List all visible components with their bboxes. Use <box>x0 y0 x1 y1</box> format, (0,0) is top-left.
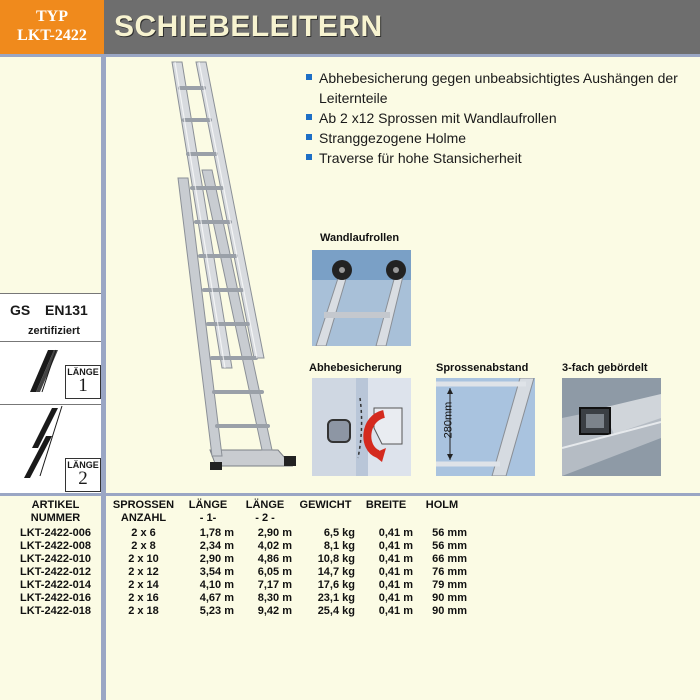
table-header-row <box>6 499 467 527</box>
feature-list <box>306 68 696 168</box>
type-number: LKT-2422 <box>17 27 87 44</box>
ladder-length-icons <box>22 348 66 488</box>
length-2-badge <box>65 458 101 492</box>
wall-rollers-photo <box>312 250 411 346</box>
table-row: LKT-2422-008 2 x 8 2,34 m 4,02 m 8,1 kg 0,41 m 56 mm <box>20 540 467 552</box>
table-divider <box>0 493 700 496</box>
header-sprossen: SPROSSEN ANZAHL <box>112 499 175 524</box>
rung-spacing-dimension: 280mm <box>442 401 455 439</box>
table-row: LKT-2422-016 2 x 16 4,67 m 8,30 m 23,1 kg 0,41 m 90 mm <box>20 592 467 604</box>
header-breite: BREITE <box>365 499 407 511</box>
length-label: LÄNGE <box>67 460 99 470</box>
caption-sprossenabstand: Sprossenabstand <box>436 362 529 374</box>
cert-divider <box>0 341 101 342</box>
header-holm: HOLM <box>425 499 459 511</box>
feature-item: Stranggezogene Holme <box>306 128 696 148</box>
caption-gebordelt: 3-fach gebördelt <box>562 362 648 374</box>
rung-spacing-photo <box>436 378 535 476</box>
header-laenge-2: LÄNGE - 2 - <box>245 499 285 524</box>
length-1-badge <box>65 365 101 399</box>
table-row: LKT-2422-012 2 x 12 3,54 m 6,05 m 14,7 kg 0,41 m 76 mm <box>20 566 467 578</box>
caption-abhebesicherung: Abhebesicherung <box>309 362 402 374</box>
length-label: LÄNGE <box>67 367 99 377</box>
spec-table <box>6 499 467 618</box>
feature-item: Traverse für hohe Stansicherheit <box>306 148 696 168</box>
feature-item: Abhebesicherung gegen unbeabsichtigtes Aushängen der Leiternteile <box>306 68 696 108</box>
triple-flanged-photo <box>562 378 661 476</box>
caption-wandlaufrollen: Wandlaufrollen <box>320 232 400 244</box>
lift-lock-photo <box>312 378 411 476</box>
norm-label: EN131 <box>45 302 88 318</box>
type-label: TYP <box>36 8 68 25</box>
length-number: 1 <box>78 375 88 396</box>
ladder-image <box>160 58 310 480</box>
table-row: LKT-2422-010 2 x 10 2,90 m 4,86 m 10,8 kg 0,41 m 66 mm <box>20 553 467 565</box>
header-gewicht: GEWICHT <box>299 499 352 511</box>
title-bar <box>104 0 700 54</box>
header-laenge-1: LÄNGE - 1- <box>188 499 228 524</box>
length-number: 2 <box>78 468 88 489</box>
table-row: LKT-2422-018 2 x 18 5,23 m 9,42 m 25,4 kg 0,41 m 90 mm <box>20 605 467 617</box>
gs-mark: GS <box>10 302 31 318</box>
certified-label: zertifiziert <box>28 325 80 337</box>
table-row: LKT-2422-014 2 x 14 4,10 m 7,17 m 17,6 kg 0,41 m 79 mm <box>20 579 467 591</box>
header-artikel: ARTIKEL NUMMER <box>30 499 81 524</box>
page-title: SCHIEBELEITERN <box>114 10 383 43</box>
table-row: LKT-2422-006 2 x 6 1,78 m 2,90 m 6,5 kg 0,41 m 56 mm <box>20 527 467 539</box>
type-badge <box>0 0 104 54</box>
feature-item: Ab 2 x12 Sprossen mit Wandlaufrollen <box>306 108 696 128</box>
